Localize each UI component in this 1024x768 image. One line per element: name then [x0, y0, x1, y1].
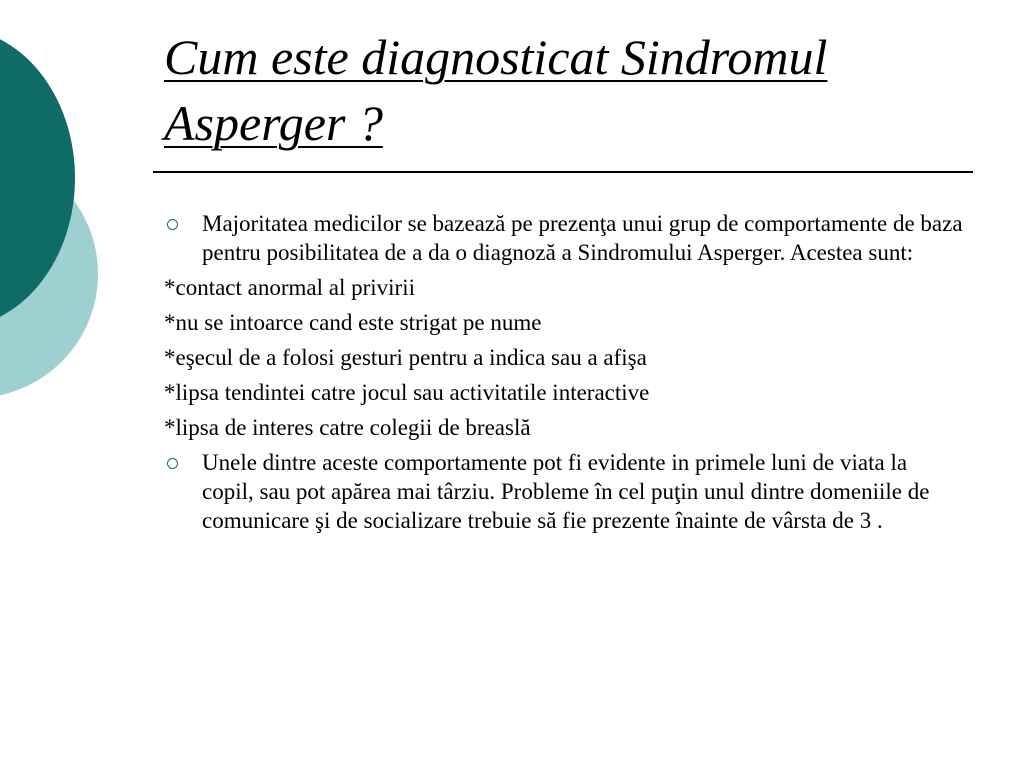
- slide-title: Cum este diagnosticat Sindromul Asperger ?: [164, 29, 828, 151]
- bullet-text: Majoritatea medicilor se bazează pe prezenţa unui grup de comportamente de baza pentru posibilitatea de a da o diagnoză a Sindromului Asperger. Acestea sunt:: [202, 211, 963, 265]
- circle-bullet-icon: [167, 219, 178, 230]
- title-divider: [153, 171, 973, 173]
- symptom-line: *lipsa de interes catre colegii de breaslă: [164, 415, 531, 440]
- bullet-item: [164, 448, 964, 535]
- bullet-text: Unele dintre aceste comportamente pot fi evidente in primele luni de viata la copil, sau pot apărea mai târziu. Probleme în cel puţin unul dintre domeniile de comunicare şi de socializare trebuie să fie prezente înainte de vârsta de 3 .: [202, 450, 930, 533]
- symptom-line: *lipsa tendintei catre jocul sau activitatile interactive: [164, 380, 650, 405]
- bullet-item: [164, 209, 964, 267]
- symptom-line: *nu se intoarce cand este strigat pe nume: [164, 310, 542, 335]
- symptom-line: *eşecul de a folosi gesturi pentru a indica sau a afişa: [164, 345, 647, 370]
- symptom-line: *contact anormal al privirii: [164, 275, 415, 300]
- circle-bullet-icon: [167, 458, 178, 469]
- slide-body: [164, 209, 964, 535]
